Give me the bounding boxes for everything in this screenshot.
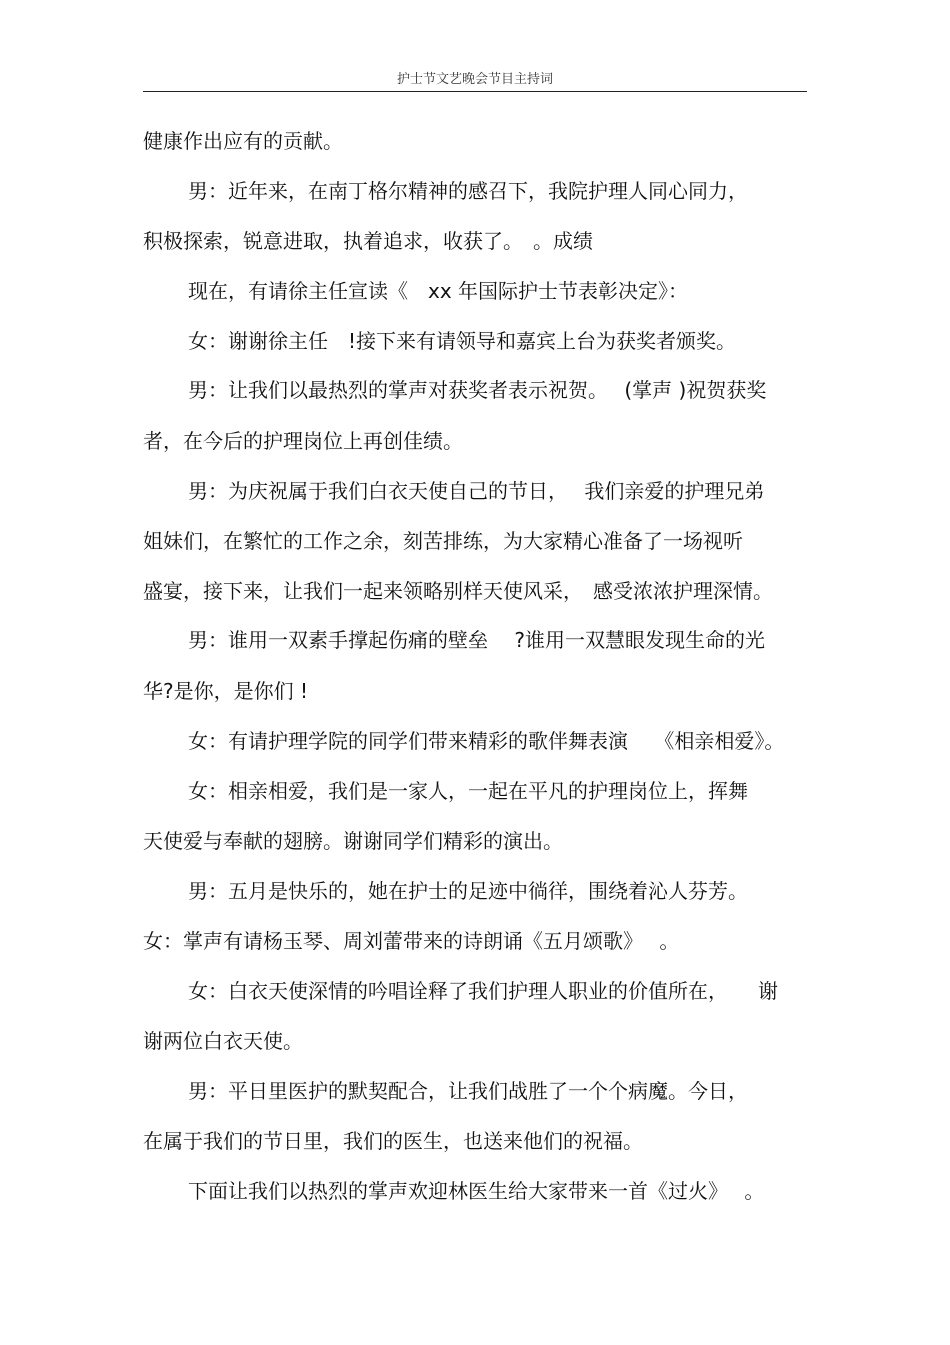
body-line: 在属于我们的节日里，我们的医生，也送来他们的祝福。 [143, 1129, 643, 1153]
body-line: 男：五月是快乐的，她在护士的足迹中徜徉，围绕着沁人芬芳。 [188, 879, 748, 903]
body-line: 女：白衣天使深情的吟唱诠释了我们护理人职业的价值所在， 谢 [188, 979, 778, 1003]
body-line: 男：为庆祝属于我们白衣天使自己的节日， 我们亲爱的护理兄弟 [188, 479, 765, 503]
body-line: 谢两位白衣天使。 [143, 1029, 303, 1053]
body-line: 女：谢谢徐主任 !接下来有请领导和嘉宾上台为获奖者颁奖。 [188, 329, 737, 353]
body-line: 姐妹们，在繁忙的工作之余，刻苦排练，为大家精心准备了一场视听 [143, 529, 743, 553]
body-line: 者，在今后的护理岗位上再创佳绩。 [143, 429, 463, 453]
body-line: 健康作出应有的贡献。 [143, 129, 343, 153]
body-line: 盛宴，接下来，让我们一起来领略别样天使风采， 感受浓浓护理深情。 [143, 579, 773, 603]
body-line: 现在，有请徐主任宣读《 xx 年国际护士节表彰决定》： [188, 279, 689, 303]
body-line: 下面让我们以热烈的掌声欢迎林医生给大家带来一首《过火》 。 [188, 1179, 765, 1203]
body-line: 天使爱与奉献的翅膀。谢谢同学们精彩的演出。 [143, 829, 563, 853]
body-line: 男：近年来，在南丁格尔精神的感召下，我院护理人同心同力， [188, 179, 748, 203]
body-line: 女：掌声有请杨玉琴、周刘蕾带来的诗朗诵《五月颂歌》 。 [143, 929, 680, 953]
body-line: 积极探索，锐意进取，执着追求，收获了。 。成绩 [143, 229, 593, 253]
body-line: 女：相亲相爱，我们是一家人，一起在平凡的护理岗位上，挥舞 [188, 779, 748, 803]
body-line: 男：平日里医护的默契配合，让我们战胜了一个个病魔。今日， [188, 1079, 748, 1103]
body-line: 华?是你，是你们 ! [143, 679, 308, 703]
body-line: 男：让我们以最热烈的掌声对获奖者表示祝贺。 (掌声 )祝贺获奖 [188, 378, 767, 402]
header-rule [143, 91, 807, 92]
body-line: 女：有请护理学院的同学们带来精彩的歌伴舞表演 《相亲相爱》。 [188, 729, 785, 753]
page-header-title: 护士节文艺晚会节目主持词 [396, 72, 553, 87]
body-line: 男：谁用一双素手撑起伤痛的壁垒 ?谁用一双慧眼发现生命的光 [188, 628, 765, 652]
